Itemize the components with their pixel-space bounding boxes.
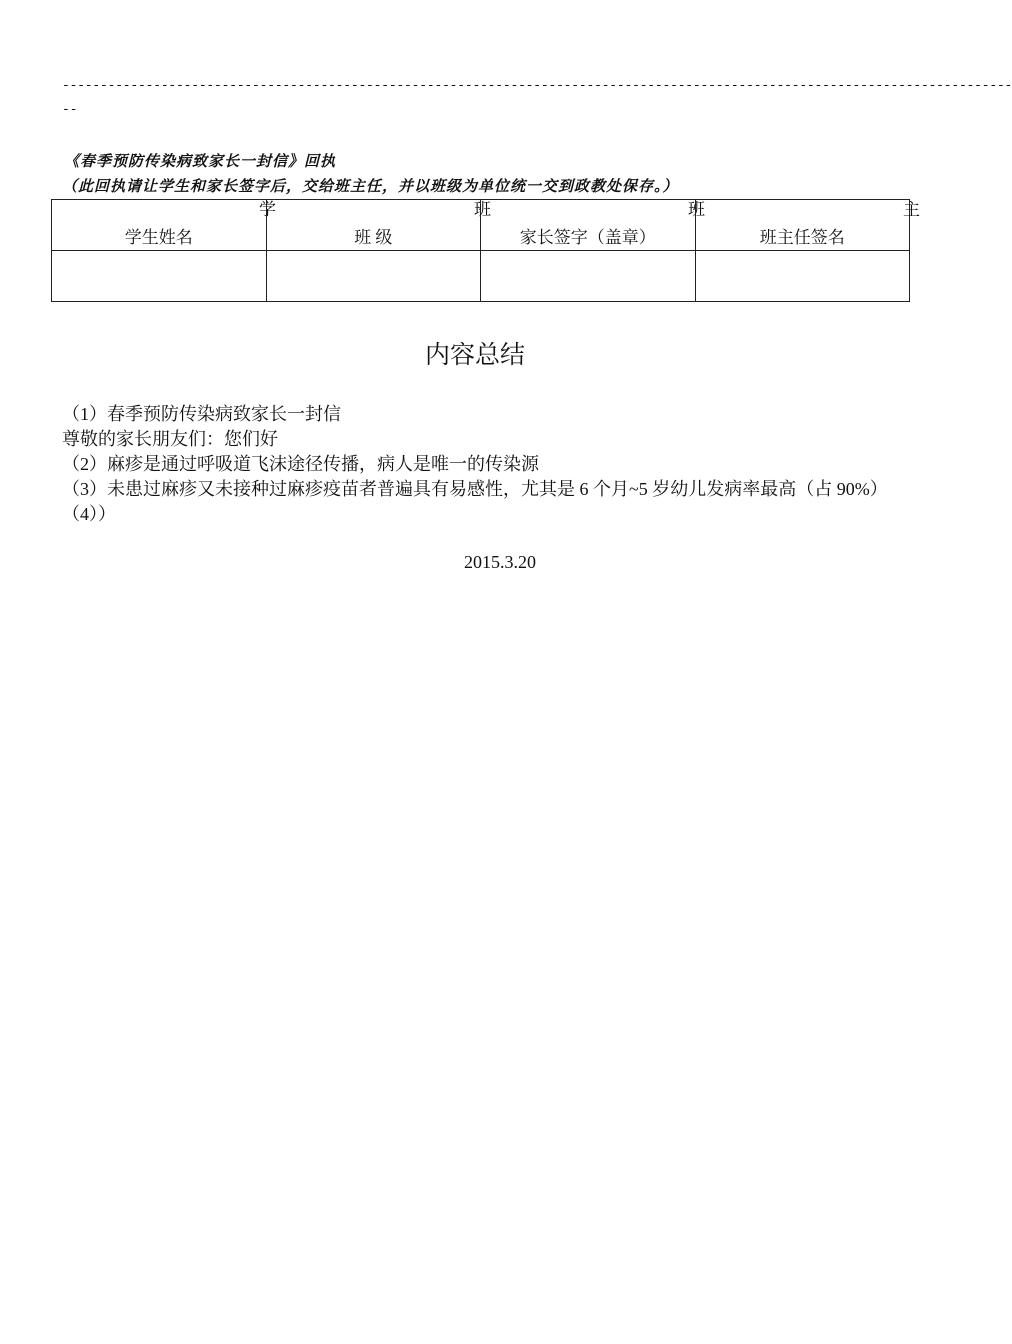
receipt-note: （此回执请让学生和家长签字后，交给班主任，并以班级为单位统一交到政教处保存。）	[62, 179, 679, 195]
stray-header-char: 主	[903, 200, 920, 219]
column-header: 班 级	[266, 200, 481, 251]
stray-header-char: 学	[259, 200, 276, 219]
summary-list	[62, 402, 892, 527]
document-date: 2015.3.20	[464, 552, 536, 572]
column-header: 家长签字（盖章）	[481, 200, 696, 251]
separator-dashes: -----------------------------------------------------------------------------------------------------------------------------	[62, 78, 1012, 93]
summary-item: （2）麻疹是通过呼吸道飞沫途径传播，病人是唯一的传染源	[62, 454, 539, 474]
summary-item: 尊敬的家长朋友们：您们好	[62, 429, 278, 449]
summary-item: （1）春季预防传染病致家长一封信	[62, 404, 341, 424]
summary-item: （3）未患过麻疹又未接种过麻疹疫苗者普遍具有易感性，尤其是 6 个月~5 岁幼儿发病率最高（占 90%）	[62, 479, 888, 499]
stray-header-char: 班	[688, 200, 705, 219]
class-cell[interactable]	[266, 251, 481, 302]
table-row	[52, 251, 910, 302]
summary-title: 内容总结	[424, 340, 525, 369]
column-header: 学生姓名	[52, 200, 267, 251]
stray-header-char: 班	[474, 200, 491, 219]
separator-dashes-tail: --	[62, 102, 78, 117]
parent-signature-cell[interactable]	[481, 251, 696, 302]
student-name-cell[interactable]	[52, 251, 267, 302]
summary-item: （4））	[62, 504, 116, 524]
column-header: 班主任签名	[695, 200, 910, 251]
receipt-title: 《春季预防传染病致家长一封信》回执	[64, 154, 337, 170]
teacher-signature-cell[interactable]	[695, 251, 910, 302]
